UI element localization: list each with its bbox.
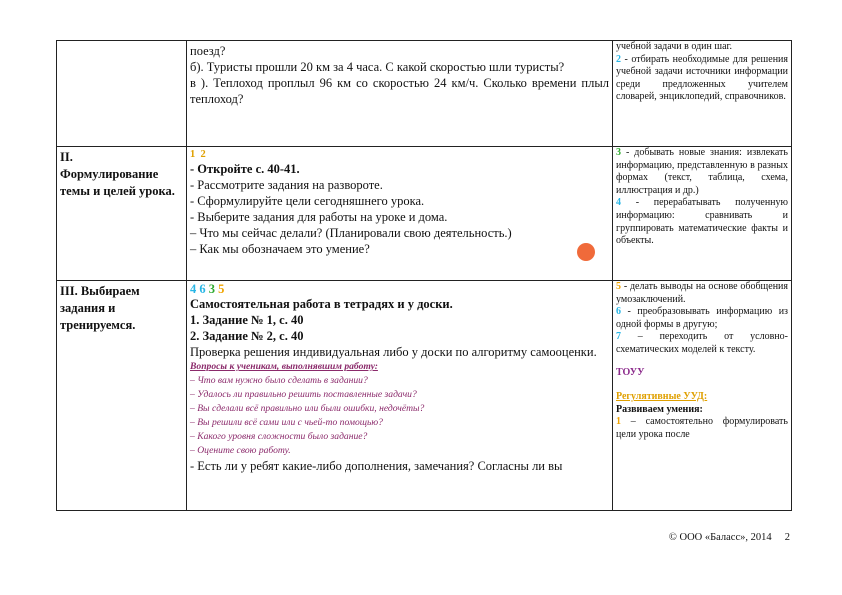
text-line: - Сформулируйте цели сегодняшнего урока. — [190, 194, 425, 208]
uud-text: - отбирать необходимые для решения учебной задачи источники информации среди предложенных учителем словарей, энциклопедий, справочников. — [616, 53, 788, 103]
stage-cell — [57, 41, 187, 147]
question: – Оцените свою работу. — [190, 445, 291, 456]
questions-block — [190, 360, 609, 458]
uud-item — [616, 197, 788, 247]
uud-cell — [613, 41, 792, 147]
marker: 2 — [200, 149, 206, 160]
uud-item — [616, 306, 788, 331]
number-markers — [190, 148, 609, 161]
uud-text: - делать выводы на основе обобщения умозаключений. — [616, 281, 788, 305]
question: – Удалось ли правильно решить поставленные задачи? — [190, 389, 417, 400]
uud-item — [616, 41, 788, 54]
page-number: 2 — [784, 532, 790, 543]
text-line: - Есть ли у ребят какие-либо дополнения, замечания? Согласны ли вы — [190, 459, 563, 473]
uud-text: - перерабатывать полученную информацию: сравнивать и группировать математические факты и объекты. — [616, 197, 788, 247]
text-line: – Как мы обозначаем это умение? — [190, 242, 370, 256]
marker: 4 — [190, 282, 197, 296]
text-line: Самостоятельная работа в тетрадях и у доски. — [190, 297, 453, 311]
uud-number: 2 — [616, 53, 621, 65]
text-line: - Выберите задания для работы на уроке и дома. — [190, 210, 448, 224]
regulatory-title: Регулятивные УУД: — [616, 391, 708, 403]
table-row — [57, 147, 792, 281]
uud-item — [616, 54, 788, 104]
uud-item — [616, 416, 788, 441]
toyu-label: ТОУУ — [616, 366, 645, 378]
uud-text: – переходить от условно-схематических моделей к тексту. — [616, 331, 788, 355]
text-line: в ). Теплоход проплыл 96 км со скоростью 24 км/ч. Сколько времени плыл теплоход? — [190, 76, 609, 106]
activity-cell — [187, 147, 613, 281]
marker: 3 — [208, 282, 215, 296]
stage-number: II. — [60, 150, 73, 164]
question: – Вы решили всё сами или с чьей-то помощью? — [190, 417, 383, 428]
text-line: Проверка решения индивидуальная либо у доски по алгоритму самооценки. — [190, 345, 597, 359]
uud-text: - добывать новые знания: извлекать информацию, представленную в разных формах (текст, таблица, схема, иллюстрация и др.) — [616, 147, 788, 196]
text-line: - Откройте с. 40-41. — [190, 162, 300, 176]
activity-cell — [187, 41, 613, 147]
stage-title: Формулирование темы и целей урока. — [60, 167, 175, 198]
uud-item — [616, 331, 788, 356]
questions-title: Вопросы к ученикам, выполнявшим работу: — [190, 361, 378, 372]
develop-label: Развиваем умения: — [616, 403, 703, 415]
uud-number: 7 — [616, 331, 621, 343]
copyright: © ООО «Баласс», 2014 — [668, 532, 772, 543]
page-footer — [580, 532, 790, 543]
text-line: поезд? — [190, 44, 226, 58]
uud-number: 6 — [616, 306, 621, 318]
stage-title: III. Выбираем задания и тренируемся. — [60, 284, 140, 332]
stage-cell — [57, 281, 187, 511]
uud-item — [616, 147, 788, 197]
marker: 5 — [218, 282, 225, 296]
uud-text: учебной задачи в один шаг. — [616, 41, 732, 52]
text-line: – Что мы сейчас делали? (Планировали свою деятельность.) — [190, 226, 512, 240]
uud-number: 3 — [616, 147, 621, 158]
task-line: 1. Задание № 1, с. 40 — [190, 313, 304, 327]
activity-cell — [187, 281, 613, 511]
marker: 1 — [190, 149, 196, 160]
stage-cell — [57, 147, 187, 281]
text-line: б). Туристы прошли 20 км за 4 часа. С какой скоростью шли туристы? — [190, 60, 565, 74]
question: – Что вам нужно было сделать в задании? — [190, 375, 368, 386]
table-row — [57, 41, 792, 147]
task-line: 2. Задание № 2, с. 40 — [190, 329, 304, 343]
uud-text: - преобразовывать информацию из одной формы в другую; — [616, 306, 788, 330]
uud-cell — [613, 281, 792, 511]
text-line: - Рассмотрите задания на развороте. — [190, 178, 383, 192]
question: – Какого уровня сложности было задание? — [190, 431, 368, 442]
uud-number: 5 — [616, 281, 621, 292]
uud-text: – самостоятельно формулировать цели урока после — [616, 416, 788, 440]
uud-item — [616, 281, 788, 306]
table-row — [57, 281, 792, 511]
uud-cell — [613, 147, 792, 281]
uud-number: 4 — [616, 197, 621, 209]
number-markers — [190, 282, 609, 296]
question: – Вы сделали всё правильно или были ошибки, недочёты? — [190, 403, 425, 414]
lesson-table — [56, 40, 792, 511]
marker: 6 — [199, 282, 206, 296]
uud-number: 1 — [616, 416, 621, 428]
orange-circle-marker — [577, 243, 595, 261]
